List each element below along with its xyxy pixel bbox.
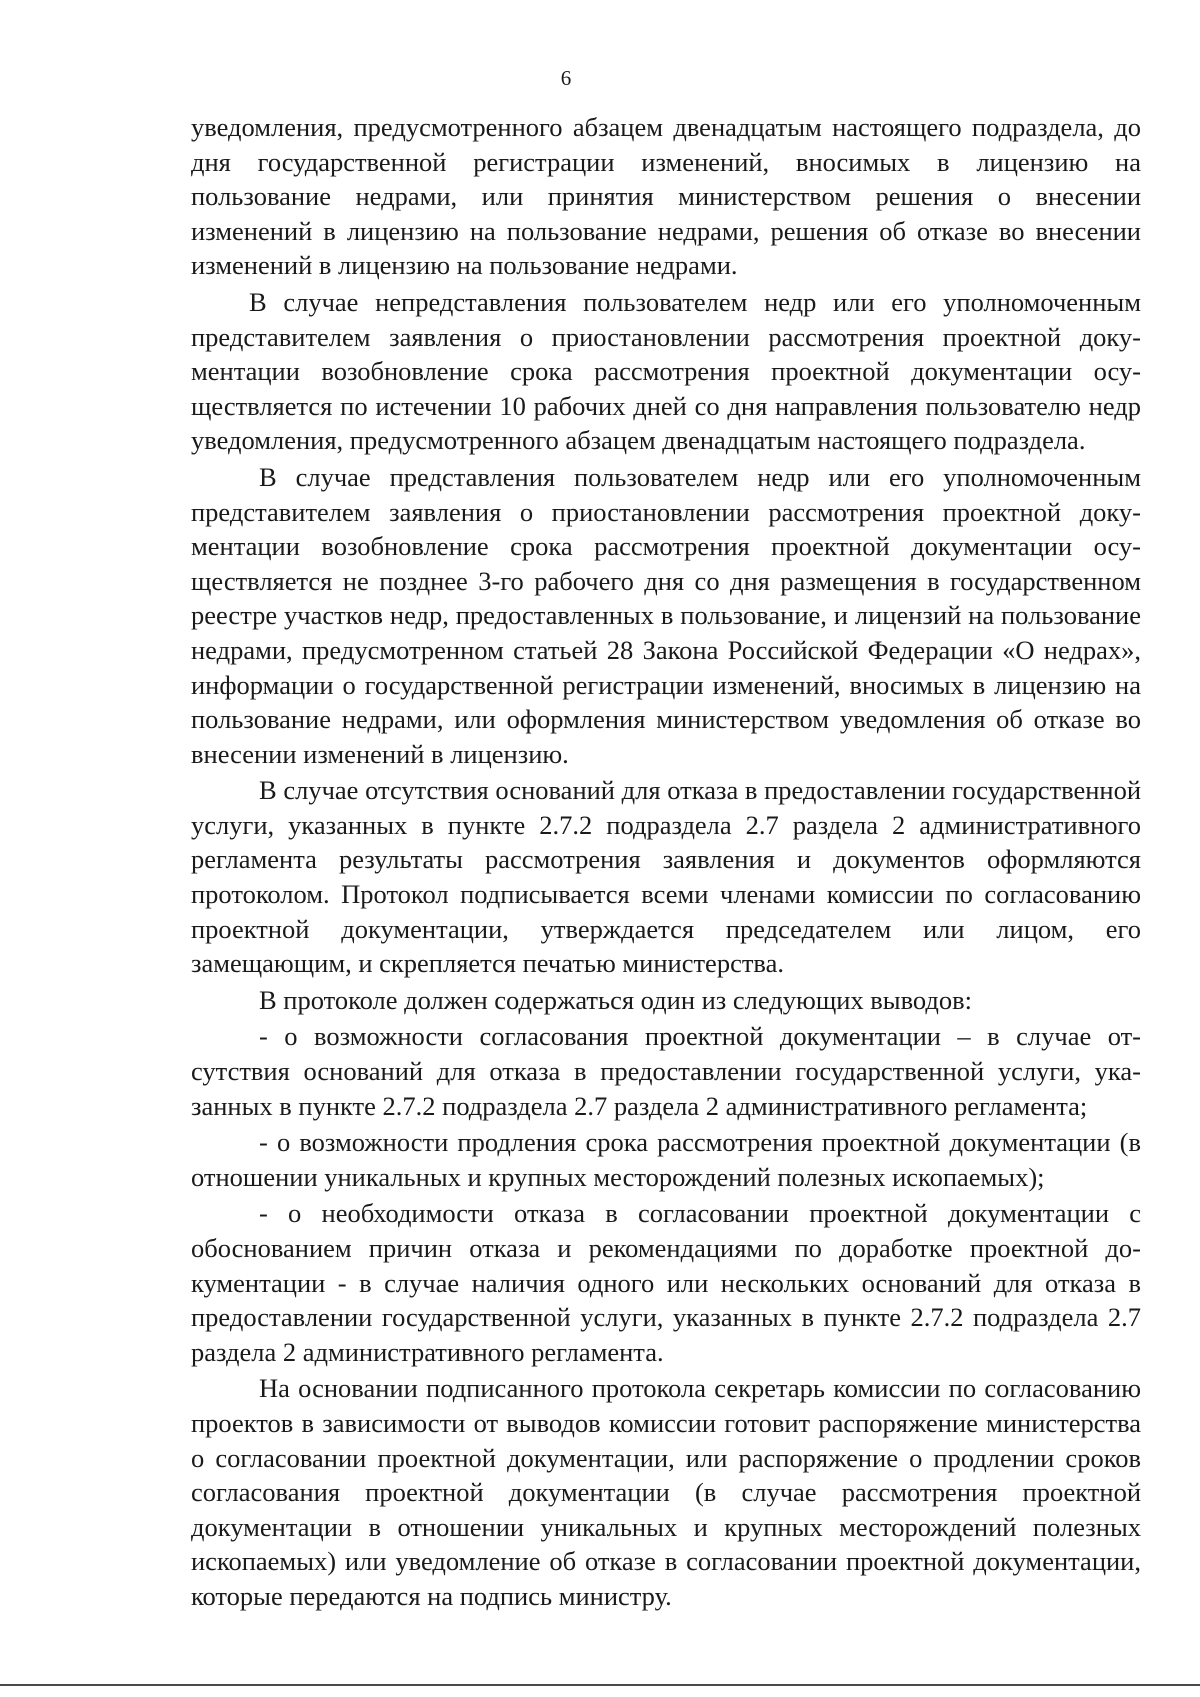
paragraph-protocol-conclusions: В протоколе должен содержаться один из следующих выводов:: [259, 984, 973, 1015]
document-body: [191, 110, 1141, 1616]
page-bottom-edge: [0, 1684, 1200, 1686]
list-item-approval-possible: - о возможности согласования проектной документации – в случае отсутствия оснований для отказа в предоставлении государственной услуги, указанных в пункте 2.7.2 подраздела 2.7 раздела 2 административного регламента;: [191, 1021, 1141, 1121]
list-item-refusal-required: - о необходимости отказа в согласовании проектной документации с обоснованием причин отказа и рекомендациями по доработке проектной документации - в случае наличия одного или нескольких оснований для отказа в предоставлении государственной услуги, указанных в пункте 2.7.2 подраздела 2.7 раздела 2 административного регламента.: [191, 1198, 1141, 1367]
paragraph-submission: В случае представления пользователем недр или его уполномоченным представителем заявления о приостановлении рассмотрения проектной документации возобновление срока рассмотрения проектной документации осуществляется не позднее 3-го рабочего дня со дня размещения в государственном реестре участков недр, предоставленных в пользование, и лицензий на пользование недрами, предусмотренном статьей 28 Закона Российской Федерации «О недрах», информации о государственной регистрации изменений, вносимых в лицензию на пользование недрами, или оформления министерством уведомления об отказе во внесении изменений в лицензию.: [191, 461, 1141, 769]
paragraph-no-grounds: В случае отсутствия оснований для отказа в предоставлении государственной услуги, указанных в пункте 2.7.2 подраздела 2.7 раздела 2 административного регламента результаты рассмотрения заявления и документов оформляются протоколом. Протокол подписывается всеми членами комиссии по согласованию проектной документации, утверждается председателем или лицом, его замещающим, и скрепляется печатью министерства.: [191, 775, 1141, 979]
paragraph-continuation: уведомления, предусмотренного абзацем двенадцатым настоящего подраздела, до дня государственной регистрации изменений, вносимых в лицензию на пользование недрами, или принятия министерством решения о внесении изменений в лицензию на пользование недрами, решения об отказе во внесении изменений в лицензию на пользование недрами.: [191, 112, 1141, 281]
list-item-extension-possible: - о возможности продления срока рассмотрения проектной документации (в отношении уникальных и крупных месторождений полезных ископаемых);: [191, 1127, 1141, 1192]
page-number: 6: [560, 66, 572, 90]
paragraph-secretary-order: На основании подписанного протокола секретарь комиссии по согласованию проектов в зависимости от выводов комиссии готовит распоряжение министерства о согласовании проектной документации, или распоряжение о продлении сроков согласования проектной документации (в случае рассмотрения проектной документации в отношении уникальных и крупных месторождений полезных ископаемых) или уведомление об отказе в согласовании проектной документации, которые передаются на подпись министру.: [191, 1373, 1141, 1611]
paragraph-non-submission: В случае непредставления пользователем недр или его уполномоченным представителем заявления о приостановлении рассмотрения проектной документации возобновление срока рассмотрения проектной документации осуществляется по истечении 10 рабочих дней со дня направления пользователю недр уведомления, предусмотренного абзацем двенадцатым настоящего подраздела.: [191, 286, 1141, 456]
